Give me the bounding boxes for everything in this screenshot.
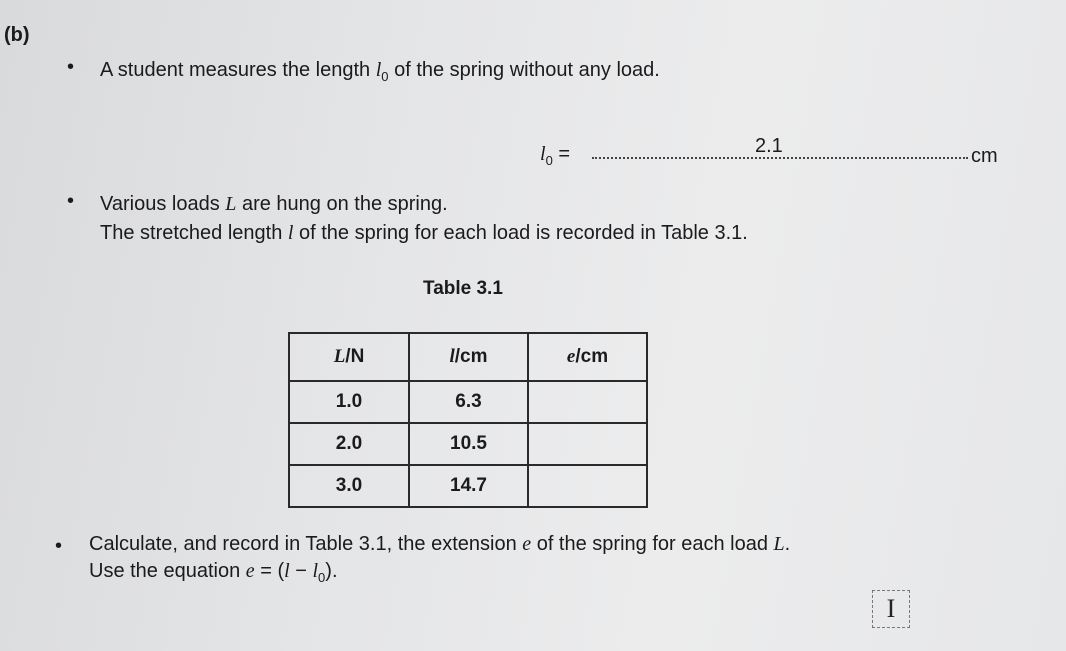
part-label: (b): [4, 24, 30, 46]
cell-length: 14.7: [409, 465, 528, 507]
cell-length: 6.3: [409, 381, 528, 423]
bullet-3-line-2: Use the equation $e = (l - l_0)$.: [89, 560, 338, 585]
l0-symbol: $l_0$: [375, 59, 389, 84]
bullet-3-marker: •: [55, 535, 63, 557]
answer-value[interactable]: 2.1: [755, 135, 783, 157]
header-load: L/N: [289, 333, 409, 381]
equation: e: [245, 560, 255, 582]
text-cursor-icon[interactable]: I: [872, 590, 910, 628]
table-row: [289, 423, 647, 465]
answer-equals: =: [552, 143, 571, 165]
cell-extension[interactable]: [528, 465, 647, 507]
table-title: Table 3.1: [423, 278, 503, 299]
table-row: [289, 381, 647, 423]
bullet-1-marker: •: [67, 56, 75, 78]
answer-l0-symbol: $l_0$: [540, 143, 553, 168]
answer-line: [540, 143, 570, 168]
cell-extension[interactable]: [528, 423, 647, 465]
load-symbol: L: [225, 193, 237, 215]
bullet-3-line-1: Calculate, and record in Table 3.1, the extension e of the spring for each load L.: [89, 533, 791, 555]
table-row: [289, 465, 647, 507]
bullet-2-line-1: Various loads L are hung on the spring.: [100, 193, 448, 215]
cell-load: 2.0: [289, 423, 409, 465]
answer-unit: cm: [971, 145, 998, 167]
results-table: [288, 332, 648, 508]
bullet-1-text: [100, 59, 660, 84]
bullet-1-post: of the spring without any load.: [388, 59, 660, 81]
table-header-row: [289, 333, 647, 381]
header-extension: e/cm: [528, 333, 647, 381]
bullet-2-line-2: The stretched length l of the spring for each load is recorded in Table 3.1.: [100, 222, 748, 244]
cell-load: 3.0: [289, 465, 409, 507]
cell-extension[interactable]: [528, 381, 647, 423]
bullet-2-marker: •: [67, 190, 75, 212]
header-length: l/cm: [409, 333, 528, 381]
bullet-1-pre: A student measures the length: [100, 59, 376, 81]
cell-length: 10.5: [409, 423, 528, 465]
length-symbol: l: [287, 222, 294, 244]
cell-load: 1.0: [289, 381, 409, 423]
